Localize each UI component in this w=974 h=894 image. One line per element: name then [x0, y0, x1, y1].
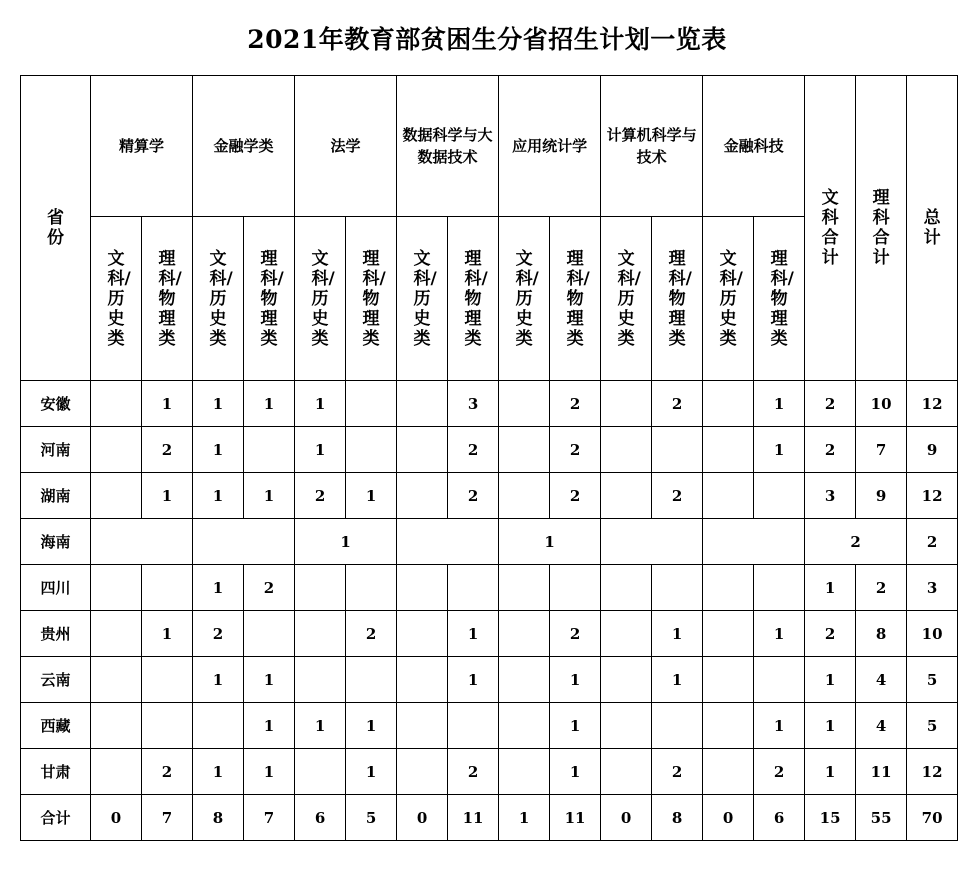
- quota-cell: [601, 427, 652, 473]
- quota-cell: 3: [448, 381, 499, 427]
- quota-cell: 1: [193, 749, 244, 795]
- quota-cell: [91, 749, 142, 795]
- quota-cell: [499, 703, 550, 749]
- quota-cell: [499, 381, 550, 427]
- total-wen-cell: 2: [805, 381, 856, 427]
- sub-header-li: 理科/物理类: [448, 217, 499, 381]
- total-cell: 5: [907, 657, 958, 703]
- quota-cell: 2: [550, 611, 601, 657]
- quota-cell: 1: [244, 703, 295, 749]
- quota-cell: 1: [499, 519, 601, 565]
- quota-cell: [754, 565, 805, 611]
- total-li-cell: 10: [856, 381, 907, 427]
- quota-cell: [244, 427, 295, 473]
- quota-cell: 1: [244, 749, 295, 795]
- page-title: 2021年教育部贫困生分省招生计划一览表: [247, 25, 727, 54]
- quota-cell: 1: [550, 749, 601, 795]
- quota-cell: 1: [346, 749, 397, 795]
- sum-cell: 0: [601, 795, 652, 841]
- total-wen-cell: 1: [805, 749, 856, 795]
- sum-cell: 5: [346, 795, 397, 841]
- quota-cell: [397, 749, 448, 795]
- sum-cell: 11: [448, 795, 499, 841]
- quota-cell: 1: [754, 611, 805, 657]
- table-row: [21, 381, 958, 427]
- table-row: [21, 519, 958, 565]
- quota-cell: 1: [346, 703, 397, 749]
- quota-cell: [91, 473, 142, 519]
- quota-cell: 1: [193, 657, 244, 703]
- major-header: 应用统计学: [499, 76, 601, 217]
- quota-cell: [601, 565, 652, 611]
- sum-cell: 0: [397, 795, 448, 841]
- major-header: 金融学类: [193, 76, 295, 217]
- quota-cell: [703, 519, 805, 565]
- quota-cell: [346, 565, 397, 611]
- total-li-cell: 4: [856, 703, 907, 749]
- sub-header-wen: 文科/历史类: [499, 217, 550, 381]
- province-cell: 海南: [21, 519, 91, 565]
- sum-cell: 8: [193, 795, 244, 841]
- quota-cell: [601, 473, 652, 519]
- quota-cell: [448, 565, 499, 611]
- total-wen-cell: 2: [805, 611, 856, 657]
- quota-cell: 1: [754, 381, 805, 427]
- quota-cell: [499, 657, 550, 703]
- sum-cell: 6: [754, 795, 805, 841]
- total-combined-cell: 2: [805, 519, 907, 565]
- quota-cell: [346, 427, 397, 473]
- sub-header-li: 理科/物理类: [754, 217, 805, 381]
- enrollment-plan-table: [20, 75, 958, 841]
- quota-cell: [754, 473, 805, 519]
- sub-header-wen: 文科/历史类: [601, 217, 652, 381]
- quota-cell: [601, 703, 652, 749]
- quota-cell: [142, 565, 193, 611]
- quota-cell: [397, 565, 448, 611]
- quota-cell: 2: [448, 749, 499, 795]
- quota-cell: [754, 657, 805, 703]
- quota-cell: 1: [142, 611, 193, 657]
- table-row: [21, 749, 958, 795]
- total-cell: 12: [907, 473, 958, 519]
- total-cell: 12: [907, 381, 958, 427]
- table-row: [21, 427, 958, 473]
- quota-cell: [703, 473, 754, 519]
- quota-cell: [91, 611, 142, 657]
- quota-cell: 2: [193, 611, 244, 657]
- quota-cell: [295, 749, 346, 795]
- total-cell: 12: [907, 749, 958, 795]
- quota-cell: [397, 703, 448, 749]
- quota-cell: [601, 611, 652, 657]
- sum-cell: 11: [550, 795, 601, 841]
- quota-cell: [295, 611, 346, 657]
- quota-cell: [91, 519, 193, 565]
- total-cell: 2: [907, 519, 958, 565]
- quota-cell: [91, 565, 142, 611]
- sub-header-wen: 文科/历史类: [295, 217, 346, 381]
- quota-cell: [346, 657, 397, 703]
- quota-cell: 1: [295, 703, 346, 749]
- total-cell: 10: [907, 611, 958, 657]
- total-cell: 70: [907, 795, 958, 841]
- quota-cell: [499, 427, 550, 473]
- quota-cell: 2: [652, 381, 703, 427]
- total-li-cell: 2: [856, 565, 907, 611]
- quota-cell: [91, 703, 142, 749]
- quota-cell: [346, 381, 397, 427]
- quota-cell: [397, 427, 448, 473]
- quota-cell: 1: [295, 519, 397, 565]
- sub-header-wen: 文科/历史类: [703, 217, 754, 381]
- quota-cell: [91, 381, 142, 427]
- quota-cell: [91, 427, 142, 473]
- quota-cell: 1: [142, 473, 193, 519]
- quota-cell: 1: [550, 657, 601, 703]
- total-li-cell: 4: [856, 657, 907, 703]
- sum-cell: 8: [652, 795, 703, 841]
- quota-cell: [550, 565, 601, 611]
- quota-cell: 2: [550, 473, 601, 519]
- province-cell: 河南: [21, 427, 91, 473]
- quota-cell: 2: [448, 427, 499, 473]
- quota-cell: 1: [193, 381, 244, 427]
- sum-label: 合计: [21, 795, 91, 841]
- province-cell: 四川: [21, 565, 91, 611]
- total-li-header: 理科合计: [856, 76, 907, 381]
- quota-cell: 2: [295, 473, 346, 519]
- quota-cell: [295, 565, 346, 611]
- sum-cell: 0: [91, 795, 142, 841]
- major-header: 法学: [295, 76, 397, 217]
- quota-cell: 1: [448, 611, 499, 657]
- quota-cell: [91, 657, 142, 703]
- quota-cell: [703, 749, 754, 795]
- sum-cell: 1: [499, 795, 550, 841]
- quota-cell: 1: [754, 427, 805, 473]
- total-wen-cell: 15: [805, 795, 856, 841]
- quota-cell: [244, 611, 295, 657]
- quota-cell: [601, 657, 652, 703]
- quota-cell: [397, 381, 448, 427]
- quota-cell: [142, 703, 193, 749]
- sub-header-li: 理科/物理类: [652, 217, 703, 381]
- table-row: [21, 703, 958, 749]
- sum-cell: 7: [142, 795, 193, 841]
- quota-cell: [142, 657, 193, 703]
- total-li-cell: 9: [856, 473, 907, 519]
- quota-cell: [601, 519, 703, 565]
- quota-cell: [652, 427, 703, 473]
- quota-cell: 2: [142, 749, 193, 795]
- major-header: 精算学: [91, 76, 193, 217]
- province-cell: 西藏: [21, 703, 91, 749]
- quota-cell: [499, 749, 550, 795]
- quota-cell: 1: [550, 703, 601, 749]
- province-cell: 甘肃: [21, 749, 91, 795]
- table-row: [21, 473, 958, 519]
- total-cell: 9: [907, 427, 958, 473]
- major-header: 计算机科学与技术: [601, 76, 703, 217]
- quota-cell: 1: [652, 657, 703, 703]
- province-header: 省份: [21, 76, 91, 381]
- total-li-cell: 11: [856, 749, 907, 795]
- table-row: [21, 657, 958, 703]
- sum-cell: 0: [703, 795, 754, 841]
- quota-cell: 1: [193, 427, 244, 473]
- sub-header-li: 理科/物理类: [346, 217, 397, 381]
- quota-cell: 1: [244, 381, 295, 427]
- sub-header-wen: 文科/历史类: [91, 217, 142, 381]
- quota-cell: [601, 749, 652, 795]
- province-cell: 云南: [21, 657, 91, 703]
- quota-cell: 2: [142, 427, 193, 473]
- quota-cell: 2: [244, 565, 295, 611]
- total-cell: 5: [907, 703, 958, 749]
- sub-header-li: 理科/物理类: [142, 217, 193, 381]
- total-cell: 3: [907, 565, 958, 611]
- sub-header-li: 理科/物理类: [244, 217, 295, 381]
- quota-cell: [703, 657, 754, 703]
- sub-header-li: 理科/物理类: [550, 217, 601, 381]
- total-wen-cell: 3: [805, 473, 856, 519]
- sum-row: [21, 795, 958, 841]
- major-header: 数据科学与大数据技术: [397, 76, 499, 217]
- quota-cell: 1: [244, 473, 295, 519]
- sub-header-wen: 文科/历史类: [397, 217, 448, 381]
- quota-cell: 1: [448, 657, 499, 703]
- total-wen-cell: 1: [805, 703, 856, 749]
- total-wen-cell: 2: [805, 427, 856, 473]
- quota-cell: 2: [754, 749, 805, 795]
- quota-cell: 1: [652, 611, 703, 657]
- table-row: [21, 611, 958, 657]
- quota-cell: [652, 703, 703, 749]
- quota-cell: 2: [550, 427, 601, 473]
- quota-cell: [652, 565, 703, 611]
- quota-cell: [397, 519, 499, 565]
- quota-cell: [193, 519, 295, 565]
- quota-cell: [499, 611, 550, 657]
- quota-cell: [703, 703, 754, 749]
- quota-cell: [295, 657, 346, 703]
- quota-cell: [703, 565, 754, 611]
- quota-cell: [397, 473, 448, 519]
- quota-cell: 1: [244, 657, 295, 703]
- quota-cell: 1: [142, 381, 193, 427]
- quota-cell: 1: [193, 473, 244, 519]
- quota-cell: 2: [550, 381, 601, 427]
- quota-cell: 1: [346, 473, 397, 519]
- quota-cell: 2: [652, 749, 703, 795]
- quota-cell: [601, 381, 652, 427]
- quota-cell: [499, 565, 550, 611]
- quota-cell: 2: [652, 473, 703, 519]
- total-li-cell: 55: [856, 795, 907, 841]
- quota-cell: 1: [295, 381, 346, 427]
- quota-cell: 2: [448, 473, 499, 519]
- quota-cell: 1: [295, 427, 346, 473]
- sum-cell: 6: [295, 795, 346, 841]
- total-li-cell: 8: [856, 611, 907, 657]
- quota-cell: [703, 611, 754, 657]
- quota-cell: 1: [193, 565, 244, 611]
- total-wen-cell: 1: [805, 657, 856, 703]
- province-cell: 安徽: [21, 381, 91, 427]
- quota-cell: [397, 611, 448, 657]
- major-header: 金融科技: [703, 76, 805, 217]
- quota-cell: [193, 703, 244, 749]
- total-li-cell: 7: [856, 427, 907, 473]
- quota-cell: 1: [754, 703, 805, 749]
- quota-cell: [499, 473, 550, 519]
- quota-cell: [448, 703, 499, 749]
- sum-cell: 7: [244, 795, 295, 841]
- total-wen-header: 文科合计: [805, 76, 856, 381]
- province-cell: 湖南: [21, 473, 91, 519]
- province-cell: 贵州: [21, 611, 91, 657]
- quota-cell: [703, 427, 754, 473]
- table-row: [21, 565, 958, 611]
- quota-cell: [703, 381, 754, 427]
- total-wen-cell: 1: [805, 565, 856, 611]
- quota-cell: [397, 657, 448, 703]
- total-all-header: 总计: [907, 76, 958, 381]
- sub-header-wen: 文科/历史类: [193, 217, 244, 381]
- quota-cell: 2: [346, 611, 397, 657]
